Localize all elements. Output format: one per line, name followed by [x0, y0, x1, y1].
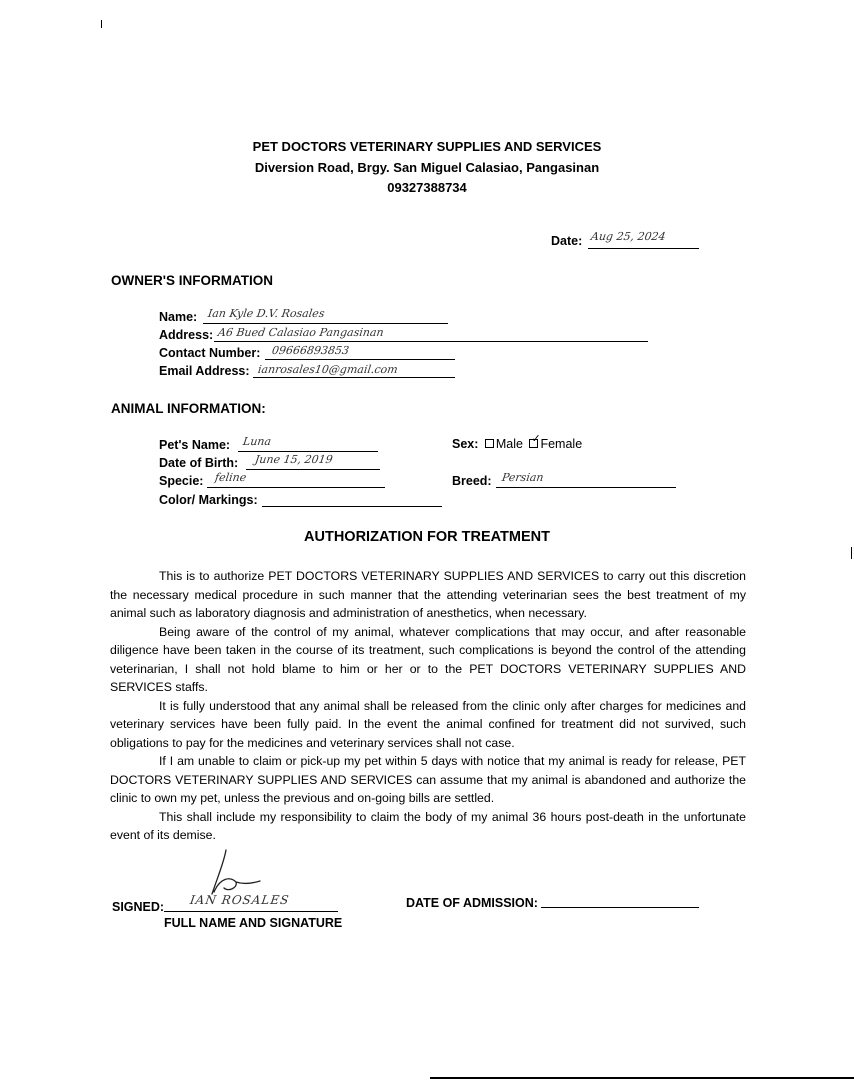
- breed-value: Persian: [501, 471, 545, 484]
- authorization-paragraph: It is fully understood that any animal shall be released from the clinic only after charges for medicines and veterinary services have been fully paid. In the event the animal confined for treatment did not survived, such obligations to pay for the medicines and veterinary services shall not case.: [110, 698, 746, 750]
- animal-heading: ANIMAL INFORMATION:: [111, 401, 266, 416]
- color-line: [262, 506, 442, 507]
- date-line: [588, 248, 699, 249]
- owner-address-value: A6 Bued Calasiao Pangasinan: [217, 326, 385, 339]
- owner-contact-line: [265, 359, 455, 360]
- clinic-name: PET DOCTORS VETERINARY SUPPLIES AND SERVICES: [252, 139, 602, 154]
- date-label: Date:: [551, 234, 583, 248]
- owner-contact-value: 09666893853: [271, 344, 350, 357]
- authorization-paragraph: Being aware of the control of my animal, whatever complications that may occur, and after reasonable diligence have been taken in the course of its treatment, such complications is beyond the control of the attending veterinarian, I shall not hold blame to him or her or to the PET DOCTORS VETERINARY SUPPLIES AND SERVICES staffs.: [110, 624, 746, 694]
- owner-name-label: Name:: [159, 310, 198, 324]
- pet-name-label: Pet's Name:: [159, 438, 231, 452]
- date-value: Aug 25, 2024: [590, 230, 667, 243]
- signed-name: IAN ROSALES: [189, 893, 291, 907]
- specie-value: feline: [214, 471, 248, 484]
- dob-line: [246, 469, 380, 470]
- female-option-label: Female: [540, 437, 583, 451]
- admission-line[interactable]: [541, 907, 699, 908]
- signature-caption: FULL NAME AND SIGNATURE: [164, 916, 343, 930]
- clinic-address: Diversion Road, Brgy. San Miguel Calasiao, Pangasinan: [254, 160, 600, 175]
- signature-line: [164, 911, 338, 912]
- authorization-body: [110, 567, 746, 845]
- owner-email-line: [253, 377, 455, 378]
- signed-label: SIGNED:: [112, 900, 165, 914]
- male-checkbox[interactable]: [485, 439, 494, 448]
- authorization-paragraph: This shall include my responsibility to claim the body of my animal 36 hours post-death in the unfortunate event of its demise.: [110, 809, 746, 842]
- male-option-label: Male: [495, 437, 523, 451]
- breed-line: [496, 487, 676, 488]
- female-checkbox[interactable]: ✓: [529, 439, 538, 448]
- authorization-title: AUTHORIZATION FOR TREATMENT: [304, 529, 550, 545]
- breed-label: Breed:: [452, 474, 492, 488]
- owner-address-line: [214, 341, 648, 342]
- sex-field: [452, 433, 583, 451]
- owner-heading: OWNER'S INFORMATION: [111, 273, 273, 288]
- owner-address-label: Address:: [159, 328, 214, 342]
- owner-name-line: [203, 323, 448, 324]
- owner-email-value: ianrosales10@gmail.com: [257, 363, 399, 376]
- dob-value: June 15, 2019: [254, 453, 334, 466]
- pet-name-value: Luna: [242, 435, 272, 448]
- clinic-phone: 09327388734: [387, 180, 467, 195]
- sex-label: Sex:: [452, 437, 479, 451]
- specie-line: [207, 487, 385, 488]
- scan-speck: [851, 547, 852, 559]
- specie-label: Specie:: [159, 474, 204, 488]
- pet-name-line: [238, 451, 378, 452]
- scan-speck: [430, 1077, 854, 1079]
- authorization-paragraph: If I am unable to claim or pick-up my pet within 5 days with notice that my animal is ready for release, PET DOCTORS VETERINARY SUPPLIES AND SERVICES can assume that my animal is abandoned and authorize the clinic to own my pet, unless the previous and on-going bills are settled.: [110, 754, 746, 805]
- admission-label: DATE OF ADMISSION:: [406, 896, 538, 910]
- owner-email-label: Email Address:: [159, 364, 250, 378]
- scan-speck: [101, 20, 102, 28]
- owner-name-value: Ian Kyle D.V. Rosales: [207, 307, 326, 320]
- authorization-paragraph: This is to authorize PET DOCTORS VETERINARY SUPPLIES AND SERVICES to carry out this discretion the necessary medical procedure in such manner that the attending veterinarian sees the best treatment of my animal such as laboratory diagnosis and administration of anesthetics, when necessary.: [110, 569, 746, 620]
- dob-label: Date of Birth:: [159, 456, 239, 470]
- owner-contact-label: Contact Number:: [159, 346, 261, 360]
- color-label: Color/ Markings:: [159, 493, 258, 507]
